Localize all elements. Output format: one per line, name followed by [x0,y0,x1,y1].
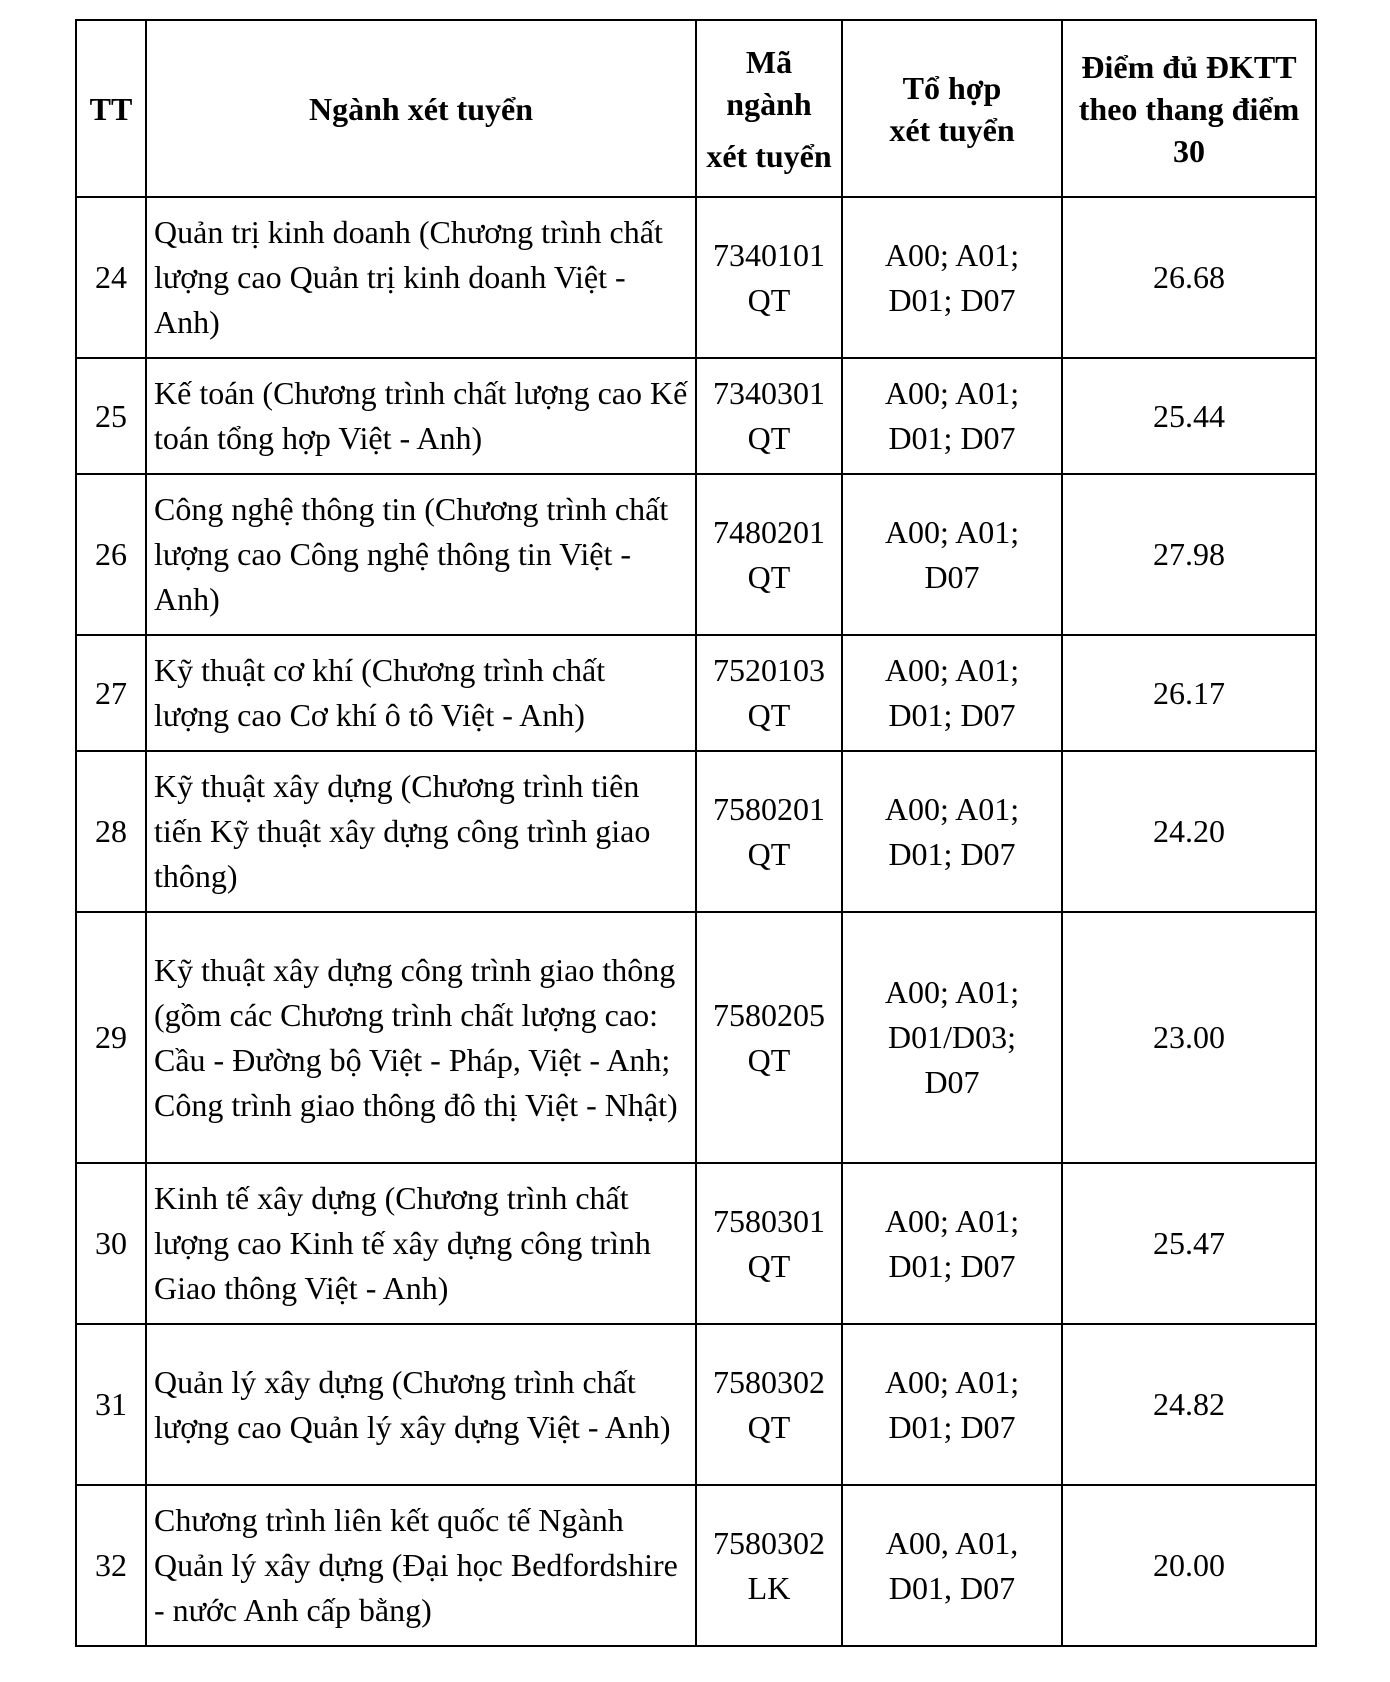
cell-tt: 25 [76,358,146,474]
code-suffix: QT [747,835,791,872]
cell-code [696,635,842,751]
header-combo-line1: Tổ hợp [902,69,1002,106]
code-number: 7580301 [713,1202,825,1239]
cell-major: Kỹ thuật xây dựng công trình giao thông (gồm các Chương trình chất lượng cao: Cầu - Đường bộ Việt - Pháp, Việt - Anh; Công trình giao thông đô thị Việt - Nhật) [146,912,696,1163]
code-suffix: LK [747,1569,791,1606]
header-tt: TT [76,20,146,197]
code-suffix: QT [747,558,791,595]
cell-tt: 27 [76,635,146,751]
header-row [76,20,1316,197]
cell-tt: 29 [76,912,146,1163]
cell-major: Công nghệ thông tin (Chương trình chất lượng cao Công nghệ thông tin Việt - Anh) [146,474,696,635]
cell-combo [842,912,1062,1163]
table-row [76,197,1316,358]
combo-line2: D01; D07 [888,420,1016,456]
table-row [76,751,1316,912]
header-major: Ngành xét tuyển [146,20,696,197]
cell-score: 26.17 [1062,635,1316,751]
header-score [1062,20,1316,197]
cell-score: 25.47 [1062,1163,1316,1324]
combo-line2: D01; D07 [888,281,1016,318]
cell-score: 24.82 [1062,1324,1316,1485]
header-score-line2: theo thang điểm [1078,90,1300,127]
cell-combo [842,1485,1062,1646]
table-row [76,358,1316,474]
cell-score: 24.20 [1062,751,1316,912]
combo-line1: A00; A01; [884,652,1020,688]
cell-tt: 31 [76,1324,146,1485]
combo-line1: A00; A01; [884,1202,1020,1239]
table-row [76,1485,1316,1646]
cell-code [696,1485,842,1646]
header-code-line1: Mã [745,43,793,80]
code-number: 7580205 [713,996,825,1033]
header-code-line2: ngành [726,85,812,122]
cell-score: 20.00 [1062,1485,1316,1646]
cell-combo [842,358,1062,474]
cell-major: Kế toán (Chương trình chất lượng cao Kế toán tổng hợp Việt - Anh) [146,358,696,474]
header-combo-line2: xét tuyển [889,111,1015,148]
cell-code [696,1163,842,1324]
cell-score: 27.98 [1062,474,1316,635]
header-score-line1: Điểm đủ ĐKTT [1081,48,1297,85]
combo-line2: D07 [924,558,980,595]
cell-combo [842,751,1062,912]
cell-tt: 30 [76,1163,146,1324]
code-suffix: QT [747,281,791,318]
combo-line1: A00; A01; [884,236,1020,273]
combo-line2: D01; D07 [888,835,1016,872]
code-number: 7340301 [713,375,825,411]
code-suffix: QT [747,1408,791,1445]
code-number: 7520103 [713,652,825,688]
cell-score: 23.00 [1062,912,1316,1163]
cell-code [696,197,842,358]
cell-major: Kỹ thuật xây dựng (Chương trình tiên tiến Kỹ thuật xây dựng công trình giao thông) [146,751,696,912]
cell-code [696,912,842,1163]
code-number: 7580302 [713,1363,825,1400]
table-row [76,912,1316,1163]
combo-line3: D07 [924,1064,980,1100]
cell-tt: 32 [76,1485,146,1646]
cell-major: Quản trị kinh doanh (Chương trình chất lượng cao Quản trị kinh doanh Việt - Anh) [146,197,696,358]
cell-tt: 24 [76,197,146,358]
combo-line2: D01, D07 [888,1569,1016,1606]
combo-line2: D01; D07 [888,1408,1016,1445]
header-code [696,20,842,197]
cell-combo [842,1324,1062,1485]
cell-code [696,751,842,912]
combo-line1: A00; A01; [884,1363,1020,1400]
code-suffix: QT [747,1041,791,1078]
cell-code [696,358,842,474]
code-number: 7580201 [713,790,825,827]
code-suffix: QT [747,697,791,733]
cell-tt: 28 [76,751,146,912]
table-row [76,1324,1316,1485]
combo-line1: A00, A01, [885,1524,1019,1561]
combo-line2: D01; D07 [888,697,1016,733]
cell-code [696,1324,842,1485]
cell-combo [842,1163,1062,1324]
code-suffix: QT [747,420,791,456]
combo-line2: D01/D03; [888,1019,1016,1055]
header-score-line3: 30 [1173,132,1205,169]
combo-line1: A00; A01; [884,974,1020,1010]
code-suffix: QT [747,1247,791,1284]
cell-code [696,474,842,635]
cell-major: Chương trình liên kết quốc tế Ngành Quản lý xây dựng (Đại học Bedfordshire - nước Anh cấp bằng) [146,1485,696,1646]
cell-major: Kỹ thuật cơ khí (Chương trình chất lượng cao Cơ khí ô tô Việt - Anh) [146,635,696,751]
combo-line2: D01; D07 [888,1247,1016,1284]
table-row [76,474,1316,635]
combo-line1: A00; A01; [884,513,1020,550]
header-code-line3: xét tuyển [706,137,832,174]
table-row [76,635,1316,751]
cell-major: Kinh tế xây dựng (Chương trình chất lượng cao Kinh tế xây dựng công trình Giao thông Việt - Anh) [146,1163,696,1324]
cell-major: Quản lý xây dựng (Chương trình chất lượng cao Quản lý xây dựng Việt - Anh) [146,1324,696,1485]
cell-tt: 26 [76,474,146,635]
combo-line1: A00; A01; [884,375,1020,411]
header-combo [842,20,1062,197]
combo-line1: A00; A01; [884,790,1020,827]
cell-combo [842,474,1062,635]
cell-score: 25.44 [1062,358,1316,474]
code-number: 7580302 [713,1524,825,1561]
cell-score: 26.68 [1062,197,1316,358]
admission-score-table [75,19,1317,1647]
code-number: 7340101 [713,236,825,273]
table-row [76,1163,1316,1324]
cell-combo [842,197,1062,358]
code-number: 7480201 [713,513,825,550]
cell-combo [842,635,1062,751]
